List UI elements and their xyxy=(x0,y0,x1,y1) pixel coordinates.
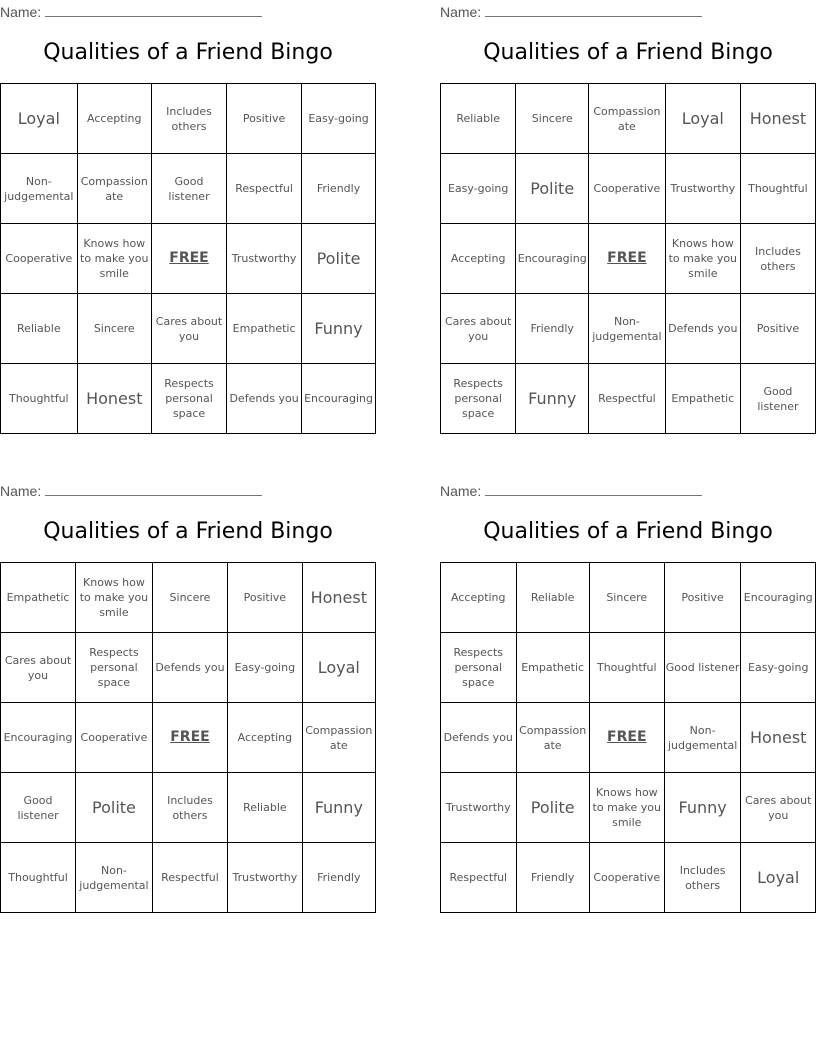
bingo-cell[interactable]: Reliable xyxy=(441,84,516,154)
grid-row xyxy=(1,224,376,294)
bingo-cell[interactable]: Accepting xyxy=(228,703,302,773)
card-title: Qualities of a Friend Bingo xyxy=(43,519,333,544)
grid-row xyxy=(441,703,816,773)
grid-row xyxy=(1,84,376,154)
grid-row xyxy=(1,294,376,364)
bingo-cell[interactable]: Non-judgemental xyxy=(664,703,741,773)
bingo-cell[interactable]: Friendly xyxy=(516,294,589,364)
bingo-cell[interactable]: Includes others xyxy=(152,773,227,843)
bingo-cell[interactable]: Reliable xyxy=(228,773,302,843)
bingo-cell[interactable]: Accepting xyxy=(441,224,516,294)
card-title: Qualities of a Friend Bingo xyxy=(43,40,333,65)
bingo-cell[interactable]: Encouraging xyxy=(302,364,376,434)
grid-row xyxy=(441,563,816,633)
bingo-cell[interactable]: Sincere xyxy=(589,563,664,633)
bingo-cell[interactable]: Honest xyxy=(740,84,815,154)
name-label: Name: xyxy=(0,4,42,20)
free-space-cell[interactable]: FREE xyxy=(589,703,664,773)
bingo-cell[interactable]: Non-judgemental xyxy=(76,843,153,913)
bingo-grid xyxy=(0,562,376,913)
bingo-cell[interactable]: Knows how to make you smile xyxy=(76,563,153,633)
bingo-grid xyxy=(440,562,816,913)
bingo-cell[interactable]: Reliable xyxy=(516,563,589,633)
bingo-cell[interactable]: Encouraging xyxy=(741,563,816,633)
grid-row xyxy=(1,773,376,843)
bingo-cell[interactable]: Sincere xyxy=(516,84,589,154)
bingo-cell[interactable]: Includes others xyxy=(740,224,815,294)
bingo-cell[interactable]: Includes others xyxy=(151,84,226,154)
bingo-cell[interactable]: Respects personal space xyxy=(76,633,153,703)
bingo-cell[interactable]: Honest xyxy=(302,563,375,633)
bingo-cell[interactable]: Thoughtful xyxy=(1,843,76,913)
grid-row xyxy=(441,633,816,703)
bingo-cell[interactable]: Knows how to make you smile xyxy=(589,773,664,843)
name-label: Name: xyxy=(440,4,482,20)
bingo-cell[interactable]: Non-judgemental xyxy=(1,154,78,224)
bingo-cell[interactable]: Respectful xyxy=(227,154,302,224)
bingo-cell[interactable]: Accepting xyxy=(441,563,517,633)
bingo-cell[interactable]: Loyal xyxy=(741,843,816,913)
free-space-cell[interactable]: FREE xyxy=(589,224,666,294)
bingo-cell[interactable]: Trustworthy xyxy=(441,773,517,843)
bingo-cell[interactable]: Respects personal space xyxy=(151,364,226,434)
bingo-cell[interactable]: Compassionate xyxy=(302,703,375,773)
grid-row xyxy=(441,84,816,154)
name-field-row xyxy=(0,482,262,499)
bingo-cell[interactable]: Cares about you xyxy=(1,633,76,703)
bingo-cell[interactable]: Includes others xyxy=(664,843,741,913)
bingo-cell[interactable]: Loyal xyxy=(1,84,78,154)
grid-row xyxy=(441,773,816,843)
bingo-cell[interactable]: Positive xyxy=(227,84,302,154)
bingo-cell[interactable]: Respectful xyxy=(441,843,517,913)
card-title: Qualities of a Friend Bingo xyxy=(483,40,773,65)
bingo-cell[interactable]: Trustworthy xyxy=(227,224,302,294)
grid-row xyxy=(1,563,376,633)
name-field-row xyxy=(0,3,262,20)
bingo-cell[interactable]: Encouraging xyxy=(516,224,589,294)
bingo-cell[interactable]: Compassionate xyxy=(77,154,151,224)
bingo-cell[interactable]: Knows how to make you smile xyxy=(665,224,740,294)
bingo-cell[interactable]: Loyal xyxy=(665,84,740,154)
bingo-cell[interactable]: Knows how to make you smile xyxy=(77,224,151,294)
bingo-cell[interactable]: Defends you xyxy=(441,703,517,773)
bingo-cell[interactable]: Easy-going xyxy=(741,633,816,703)
grid-row xyxy=(441,154,816,224)
bingo-cell[interactable]: Easy-going xyxy=(302,84,376,154)
bingo-cell[interactable]: Cares about you xyxy=(151,294,226,364)
bingo-cell[interactable]: Trustworthy xyxy=(228,843,302,913)
bingo-cell[interactable]: Easy-going xyxy=(228,633,302,703)
grid-row xyxy=(441,294,816,364)
bingo-cell[interactable]: Defends you xyxy=(227,364,302,434)
bingo-cell[interactable]: Good listener xyxy=(664,633,741,703)
free-space-cell[interactable]: FREE xyxy=(151,224,226,294)
bingo-cell[interactable]: Compassionate xyxy=(589,84,666,154)
bingo-cell[interactable]: Cooperative xyxy=(76,703,153,773)
free-space-cell[interactable]: FREE xyxy=(152,703,227,773)
bingo-cell[interactable]: Positive xyxy=(664,563,741,633)
grid-row xyxy=(1,633,376,703)
name-blank-line[interactable] xyxy=(485,3,702,17)
grid-row xyxy=(441,224,816,294)
bingo-cell[interactable]: Polite xyxy=(516,154,589,224)
bingo-cell[interactable]: Funny xyxy=(664,773,741,843)
bingo-cell[interactable]: Respects personal space xyxy=(441,633,517,703)
bingo-cell[interactable]: Defends you xyxy=(152,633,227,703)
bingo-cell[interactable]: Thoughtful xyxy=(1,364,78,434)
bingo-cell[interactable]: Polite xyxy=(76,773,153,843)
bingo-cell[interactable]: Trustworthy xyxy=(665,154,740,224)
bingo-cell[interactable]: Cares about you xyxy=(741,773,816,843)
bingo-cell[interactable]: Easy-going xyxy=(441,154,516,224)
grid-row xyxy=(441,843,816,913)
bingo-cell[interactable]: Loyal xyxy=(302,633,375,703)
name-field-row xyxy=(440,3,702,20)
bingo-cell[interactable]: Non-judgemental xyxy=(589,294,666,364)
bingo-cell[interactable]: Good listener xyxy=(740,364,815,434)
bingo-cell[interactable]: Cooperative xyxy=(589,843,664,913)
bingo-grid xyxy=(0,83,376,434)
bingo-cell[interactable]: Friendly xyxy=(516,843,589,913)
grid-row xyxy=(1,703,376,773)
grid-row xyxy=(1,843,376,913)
card-title: Qualities of a Friend Bingo xyxy=(483,519,773,544)
bingo-cell[interactable]: Positive xyxy=(740,294,815,364)
bingo-cell[interactable]: Respects personal space xyxy=(441,364,516,434)
name-field-row xyxy=(440,482,702,499)
bingo-cell[interactable]: Empathetic xyxy=(227,294,302,364)
bingo-cell[interactable]: Friendly xyxy=(302,154,376,224)
bingo-cell[interactable]: Polite xyxy=(302,224,376,294)
bingo-cell[interactable]: Funny xyxy=(516,364,589,434)
bingo-cell[interactable]: Empathetic xyxy=(665,364,740,434)
grid-row xyxy=(1,154,376,224)
bingo-cell[interactable]: Polite xyxy=(516,773,589,843)
bingo-cell[interactable]: Good listener xyxy=(151,154,226,224)
bingo-cell[interactable]: Sincere xyxy=(77,294,151,364)
name-blank-line[interactable] xyxy=(45,482,262,496)
bingo-cell[interactable]: Thoughtful xyxy=(740,154,815,224)
bingo-cell[interactable]: Encouraging xyxy=(1,703,76,773)
bingo-cell[interactable]: Honest xyxy=(77,364,151,434)
bingo-cell[interactable]: Respectful xyxy=(152,843,227,913)
bingo-cell[interactable]: Good listener xyxy=(1,773,76,843)
bingo-cell[interactable]: Cooperative xyxy=(589,154,666,224)
bingo-cell[interactable]: Cares about you xyxy=(441,294,516,364)
bingo-cell[interactable]: Reliable xyxy=(1,294,78,364)
bingo-cell[interactable]: Cooperative xyxy=(1,224,78,294)
name-label: Name: xyxy=(0,483,42,499)
grid-row xyxy=(441,364,816,434)
bingo-cell[interactable]: Respectful xyxy=(589,364,666,434)
bingo-cell[interactable]: Defends you xyxy=(665,294,740,364)
bingo-cell[interactable]: Funny xyxy=(302,294,376,364)
bingo-grid xyxy=(440,83,816,434)
name-blank-line[interactable] xyxy=(485,482,702,496)
bingo-cell[interactable]: Empathetic xyxy=(516,633,589,703)
bingo-cell[interactable]: Thoughtful xyxy=(589,633,664,703)
bingo-cell[interactable]: Empathetic xyxy=(1,563,76,633)
bingo-cell[interactable]: Friendly xyxy=(302,843,375,913)
bingo-cell[interactable]: Funny xyxy=(302,773,375,843)
bingo-cell[interactable]: Positive xyxy=(228,563,302,633)
bingo-cell[interactable]: Honest xyxy=(741,703,816,773)
bingo-cell[interactable]: Compassionate xyxy=(516,703,589,773)
name-label: Name: xyxy=(440,483,482,499)
name-blank-line[interactable] xyxy=(45,3,262,17)
grid-row xyxy=(1,364,376,434)
bingo-cell[interactable]: Sincere xyxy=(152,563,227,633)
bingo-cell[interactable]: Accepting xyxy=(77,84,151,154)
